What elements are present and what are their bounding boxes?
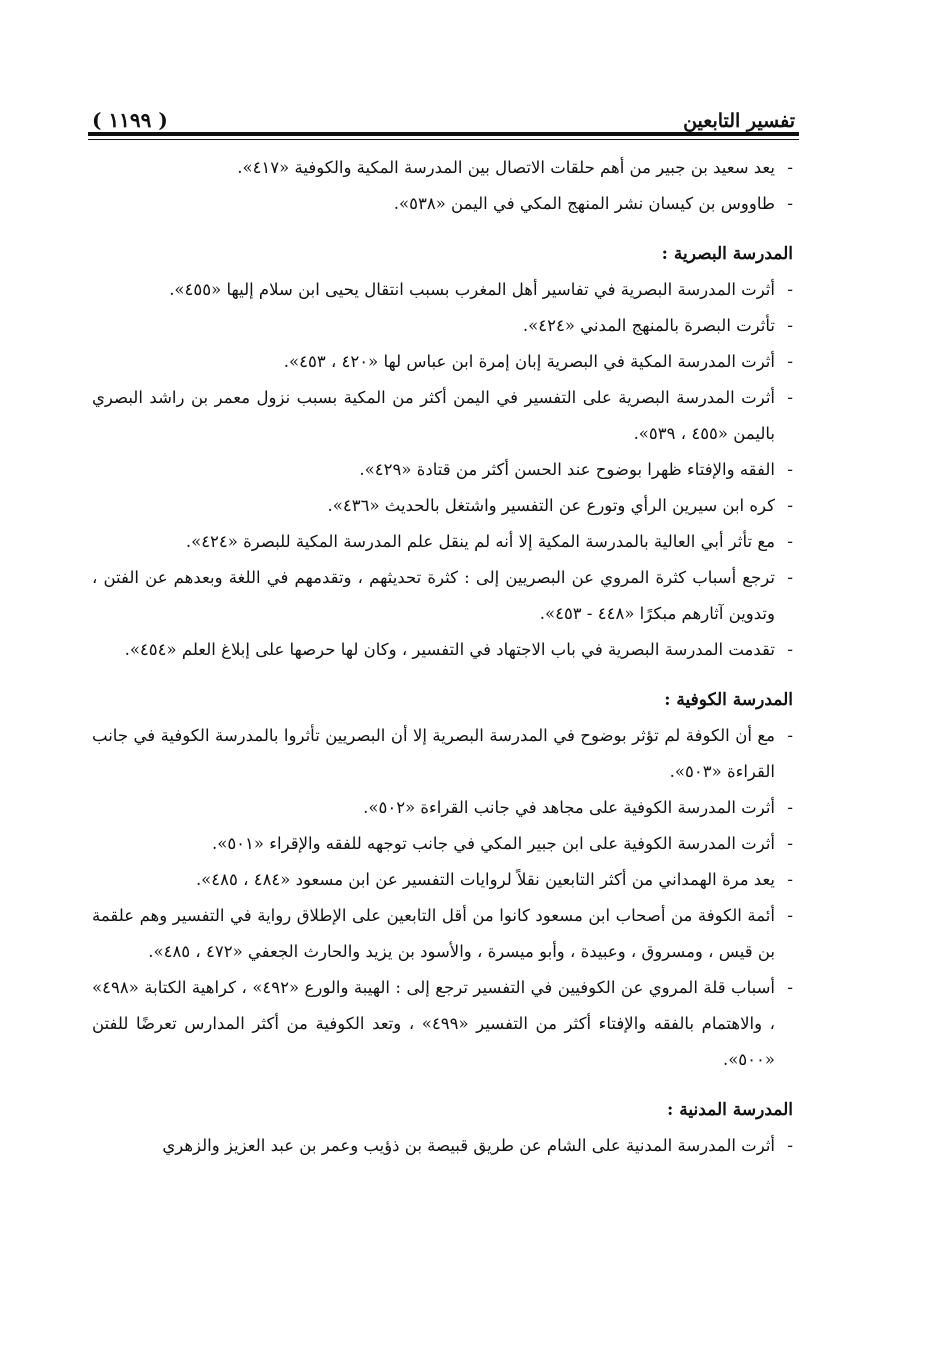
list-item bbox=[92, 380, 793, 452]
list-item bbox=[92, 898, 793, 970]
list-item-text: أثرت المدرسة البصرية على التفسير في اليمن أكثر من المكية بسبب نزول معمر بن راشد البصري باليمن «٤٥٥ ، ٥٣٩». bbox=[92, 388, 775, 443]
bullet-dash-icon: - bbox=[787, 870, 793, 889]
list-item bbox=[92, 862, 793, 898]
bullet-dash-icon: - bbox=[787, 158, 793, 177]
bullet-list bbox=[92, 272, 793, 668]
section-heading: المدرسة الكوفية : bbox=[664, 690, 793, 710]
bullet-dash-icon: - bbox=[787, 906, 793, 925]
list-item bbox=[92, 186, 793, 222]
list-item bbox=[92, 524, 793, 560]
bullet-dash-icon: - bbox=[787, 352, 793, 371]
list-item bbox=[92, 1128, 793, 1164]
list-item-text: أسباب قلة المروي عن الكوفيين في التفسير ترجع إلى : الهيبة والورع «٤٩٢» ، كراهية الكتابة «٤٩٨» ، والاهتمام بالفقه والإفتاء أكثر من التفسير «٤٩٩» ، وتعد الكوفية من أكثر المدارس تعرضًا للفتن «٥٠٠». bbox=[92, 978, 776, 1069]
list-item-text: أثرت المدرسة المدنية على الشام عن طريق قبيصة بن ذؤيب وعمر بن عبد العزيز والزهري bbox=[162, 1136, 775, 1155]
section bbox=[92, 682, 793, 1078]
bullet-list bbox=[92, 150, 793, 222]
section-heading: المدرسة المدنية : bbox=[667, 1100, 793, 1120]
list-item-text: مع تأثر أبي العالية بالمدرسة المكية إلا أنه لم ينقل علم المدرسة المكية للبصرة «٤٢٤». bbox=[185, 532, 775, 551]
list-item bbox=[92, 308, 793, 344]
bullet-dash-icon: - bbox=[787, 388, 793, 407]
section bbox=[92, 150, 793, 222]
bullet-list bbox=[92, 1128, 793, 1164]
list-item bbox=[92, 632, 793, 668]
list-item-text: أئمة الكوفة من أصحاب ابن مسعود كانوا من أقل التابعين على الإطلاق رواية في التفسير وهم علقمة بن قيس ، ومسروق ، وعبيدة ، وأبو ميسرة ، والأسود بن يزيد والحارث الجعفي «٤٧٢ ، ٤٨٥». bbox=[92, 906, 775, 961]
bullet-dash-icon: - bbox=[787, 798, 793, 817]
list-item-text: طاووس بن كيسان نشر المنهج المكي في اليمن «٥٣٨». bbox=[393, 194, 775, 213]
list-item-text: تقدمت المدرسة البصرية في باب الاجتهاد في التفسير ، وكان لها حرصها على إبلاغ العلم «٤٥٤». bbox=[124, 640, 775, 659]
list-item-text: الفقه والإفتاء ظهرا بوضوح عند الحسن أكثر من قتادة «٤٢٩». bbox=[359, 460, 775, 479]
header-rule-thin bbox=[88, 139, 799, 140]
bullet-dash-icon: - bbox=[787, 640, 793, 659]
bullet-dash-icon: - bbox=[787, 532, 793, 551]
list-item-text: ترجع أسباب كثرة المروي عن البصريين إلى : كثرة تحديثهم ، وتقدمهم في اللغة وبعدهم عن الفتن ، وتدوين آثارهم مبكرًا «٤٤٨ - ٤٥٣». bbox=[92, 568, 775, 623]
bullet-dash-icon: - bbox=[787, 316, 793, 335]
page-number: ( ١١٩٩ ) bbox=[92, 108, 168, 132]
bullet-dash-icon: - bbox=[787, 194, 793, 213]
page-body bbox=[92, 150, 793, 1164]
bullet-dash-icon: - bbox=[787, 496, 793, 515]
bullet-dash-icon: - bbox=[787, 1136, 793, 1155]
list-item-text: أثرت المدرسة البصرية في تفاسير أهل المغرب بسبب انتقال يحيى ابن سلام إليها «٤٥٥». bbox=[169, 280, 775, 299]
list-item bbox=[92, 344, 793, 380]
bullet-dash-icon: - bbox=[787, 568, 793, 587]
section bbox=[92, 1092, 793, 1164]
list-item-text: أثرت المدرسة المكية في البصرية إبان إمرة ابن عباس لها «٤٢٠ ، ٤٥٣». bbox=[283, 352, 775, 371]
bullet-dash-icon: - bbox=[787, 834, 793, 853]
running-title: تفسير التابعين bbox=[683, 110, 795, 132]
list-item bbox=[92, 560, 793, 632]
header-rule bbox=[88, 132, 799, 136]
bullet-dash-icon: - bbox=[787, 280, 793, 299]
list-item bbox=[92, 272, 793, 308]
list-item-text: مع أن الكوفة لم تؤثر بوضوح في المدرسة البصرية إلا أن البصريين تأثروا بالمدرسة الكوفية في جانب القراءة «٥٠٣». bbox=[92, 726, 775, 781]
list-item-text: يعد مرة الهمداني من أكثر التابعين نقلاً لروايات التفسير عن ابن مسعود «٤٨٤ ، ٤٨٥». bbox=[195, 870, 775, 889]
list-item bbox=[92, 452, 793, 488]
list-item-text: كره ابن سيرين الرأي وتورع عن التفسير واشتغل بالحديث «٤٣٦». bbox=[327, 496, 775, 515]
list-item bbox=[92, 790, 793, 826]
list-item bbox=[92, 488, 793, 524]
list-item-text: يعد سعيد بن جبير من أهم حلقات الاتصال بين المدرسة المكية والكوفية «٤١٧». bbox=[237, 158, 775, 177]
list-item bbox=[92, 718, 793, 790]
list-item bbox=[92, 150, 793, 186]
section-heading: المدرسة البصرية : bbox=[661, 244, 793, 264]
list-item-text: تأثرت البصرة بالمنهج المدني «٤٢٤». bbox=[522, 316, 775, 335]
list-item-text: أثرت المدرسة الكوفية على مجاهد في جانب القراءة «٥٠٢». bbox=[363, 798, 775, 817]
section bbox=[92, 236, 793, 668]
bullet-dash-icon: - bbox=[787, 460, 793, 479]
bullet-dash-icon: - bbox=[787, 726, 793, 745]
page-header bbox=[92, 92, 795, 132]
bullet-list bbox=[92, 718, 793, 1078]
list-item-text: أثرت المدرسة الكوفية على ابن جبير المكي في جانب توجهه للفقه والإقراء «٥٠١». bbox=[211, 834, 775, 853]
bullet-dash-icon: - bbox=[787, 978, 793, 997]
list-item bbox=[92, 970, 793, 1078]
list-item bbox=[92, 826, 793, 862]
